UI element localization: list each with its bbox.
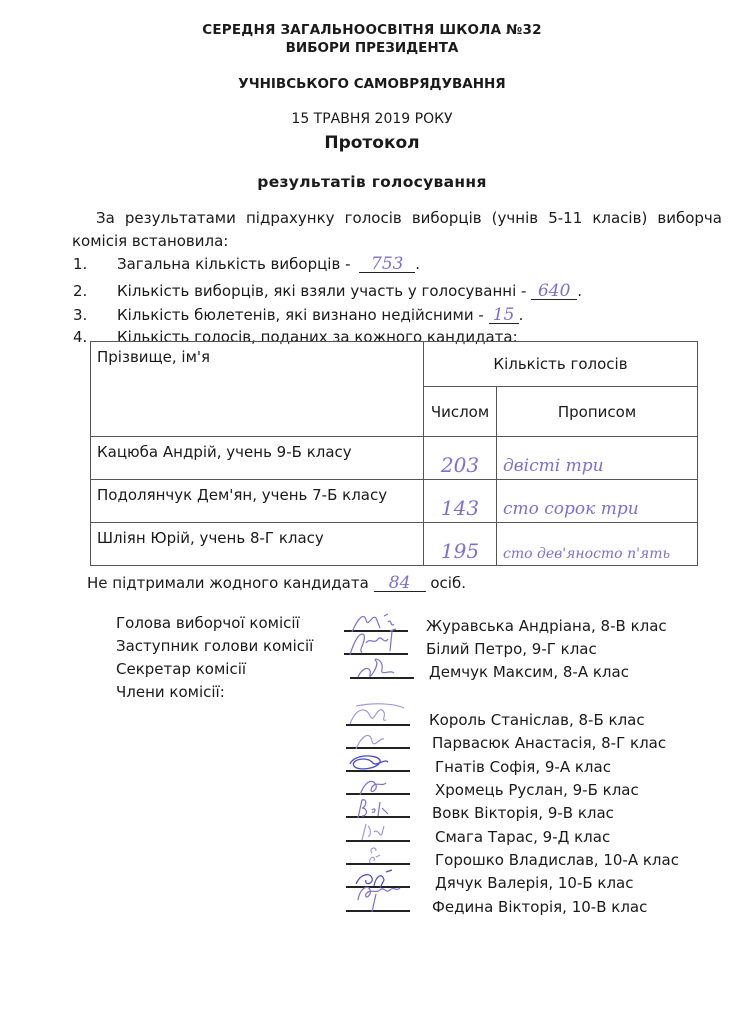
header-number: Числом bbox=[424, 387, 497, 437]
item-total-voters: 1. Загальна кількість виборців - 753 . bbox=[73, 254, 421, 274]
signature-member bbox=[346, 747, 410, 749]
member-name: Смага Тарас, 9-Д клас bbox=[435, 828, 611, 846]
signature-member bbox=[346, 793, 410, 795]
candidate-votes-number: 143 bbox=[424, 480, 497, 523]
signature-scribble-icon bbox=[346, 704, 406, 728]
candidate-votes-number: 195 bbox=[424, 523, 497, 566]
signature-scribble-icon bbox=[346, 727, 406, 751]
header-votes: Кількість голосів bbox=[424, 342, 698, 387]
members-label: Члени комісії: bbox=[116, 683, 225, 701]
member-name: Хромець Руслан, 9-Б клас bbox=[435, 781, 639, 799]
candidate-votes-words: сто дев'яносто п'ять bbox=[497, 523, 698, 566]
signature-scribble-icon bbox=[346, 880, 406, 914]
signature-secretary bbox=[350, 677, 414, 679]
invalid-ballots-value: 15 bbox=[489, 307, 519, 324]
signature-scribble-icon bbox=[346, 843, 406, 867]
signature-scribble-icon bbox=[346, 820, 406, 844]
candidate-votes-number: 203 bbox=[424, 437, 497, 480]
election-title: ВИБОРИ ПРЕЗИДЕНТА bbox=[285, 40, 459, 56]
none-supported-value: 84 bbox=[374, 575, 426, 592]
member-name: Федина Вікторія, 10-В клас bbox=[432, 898, 648, 916]
member-name: Дячук Валерія, 10-Б клас bbox=[435, 874, 634, 892]
signature-member bbox=[346, 816, 410, 818]
candidate-name: Кацюба Андрій, учень 9-Б класу bbox=[91, 437, 424, 480]
school-name: СЕРЕДНЯ ЗАГАЛЬНООСВІТНЯ ШКОЛА №32 bbox=[202, 22, 542, 38]
signature-member bbox=[346, 770, 410, 772]
signature-member bbox=[346, 910, 410, 912]
signature-member bbox=[346, 724, 410, 726]
intro-line-2: комісія встановила: bbox=[72, 232, 229, 250]
signature-scribble-icon bbox=[350, 655, 410, 681]
votes-table bbox=[90, 341, 698, 566]
header-name: Прізвище, ім'я bbox=[91, 342, 424, 437]
member-name: Вовк Вікторія, 9-В клас bbox=[432, 804, 614, 822]
candidate-name: Шліян Юрій, учень 8-Г класу bbox=[91, 523, 424, 566]
signature-scribble-icon bbox=[346, 796, 406, 820]
intro-paragraph bbox=[72, 207, 722, 253]
member-name: Горошко Владислав, 10-А клас bbox=[435, 851, 679, 869]
candidate-votes-words: сто сорок три bbox=[497, 480, 698, 523]
intro-line-1: За результатами підрахунку голосів виборців (учнів 5-11 класів) виборча bbox=[96, 209, 722, 227]
table-row bbox=[91, 523, 698, 566]
signature-scribble-icon bbox=[344, 627, 404, 657]
item-invalid-ballots: 3. Кількість бюлетенів, які визнано недійсними - 15 . bbox=[73, 305, 524, 325]
item-voters-participated: 2. Кількість виборців, які взяли участь у голосуванні - 640 . bbox=[73, 281, 582, 301]
signature-scribble-icon bbox=[346, 750, 406, 774]
chair-name: Журавська Андріана, 8-В клас bbox=[426, 617, 667, 635]
member-name: Гнатів Софія, 9-А клас bbox=[435, 758, 611, 776]
item-votes-per-candidate: 4. Кількість голосів, поданих за кожного кандидата: bbox=[73, 328, 518, 346]
signature-scribble-icon bbox=[346, 773, 406, 797]
voters-participated-value: 640 bbox=[531, 283, 577, 300]
document-title: Протокол bbox=[324, 133, 420, 153]
secretary-name: Демчук Максим, 8-А клас bbox=[429, 663, 629, 681]
secretary-role: Секретар комісії bbox=[116, 660, 247, 678]
candidate-name: Подолянчук Дем'ян, учень 7-Б класу bbox=[91, 480, 424, 523]
header-words: Прописом bbox=[497, 387, 698, 437]
deputy-name: Білий Петро, 9-Г клас bbox=[426, 640, 597, 658]
signature-member bbox=[346, 863, 410, 865]
member-name: Король Станіслав, 8-Б клас bbox=[429, 711, 645, 729]
signature-member bbox=[346, 840, 410, 842]
none-supported-line: Не підтримали жодного кандидата 84 осіб. bbox=[87, 573, 466, 593]
table-row bbox=[91, 480, 698, 523]
total-voters-value: 753 bbox=[359, 256, 415, 273]
election-date: 15 ТРАВНЯ 2019 РОКУ bbox=[291, 111, 453, 127]
member-name: Парвасюк Анастасія, 8-Г клас bbox=[432, 734, 667, 752]
document-subtitle: результатів голосування bbox=[257, 173, 487, 191]
candidate-votes-words: двісті три bbox=[497, 437, 698, 480]
self-government-title: УЧНІВСЬКОГО САМОВРЯДУВАННЯ bbox=[238, 76, 506, 92]
chair-role: Голова виборчої комісії bbox=[116, 614, 300, 632]
table-row bbox=[91, 437, 698, 480]
deputy-role: Заступник голови комісії bbox=[116, 637, 314, 655]
